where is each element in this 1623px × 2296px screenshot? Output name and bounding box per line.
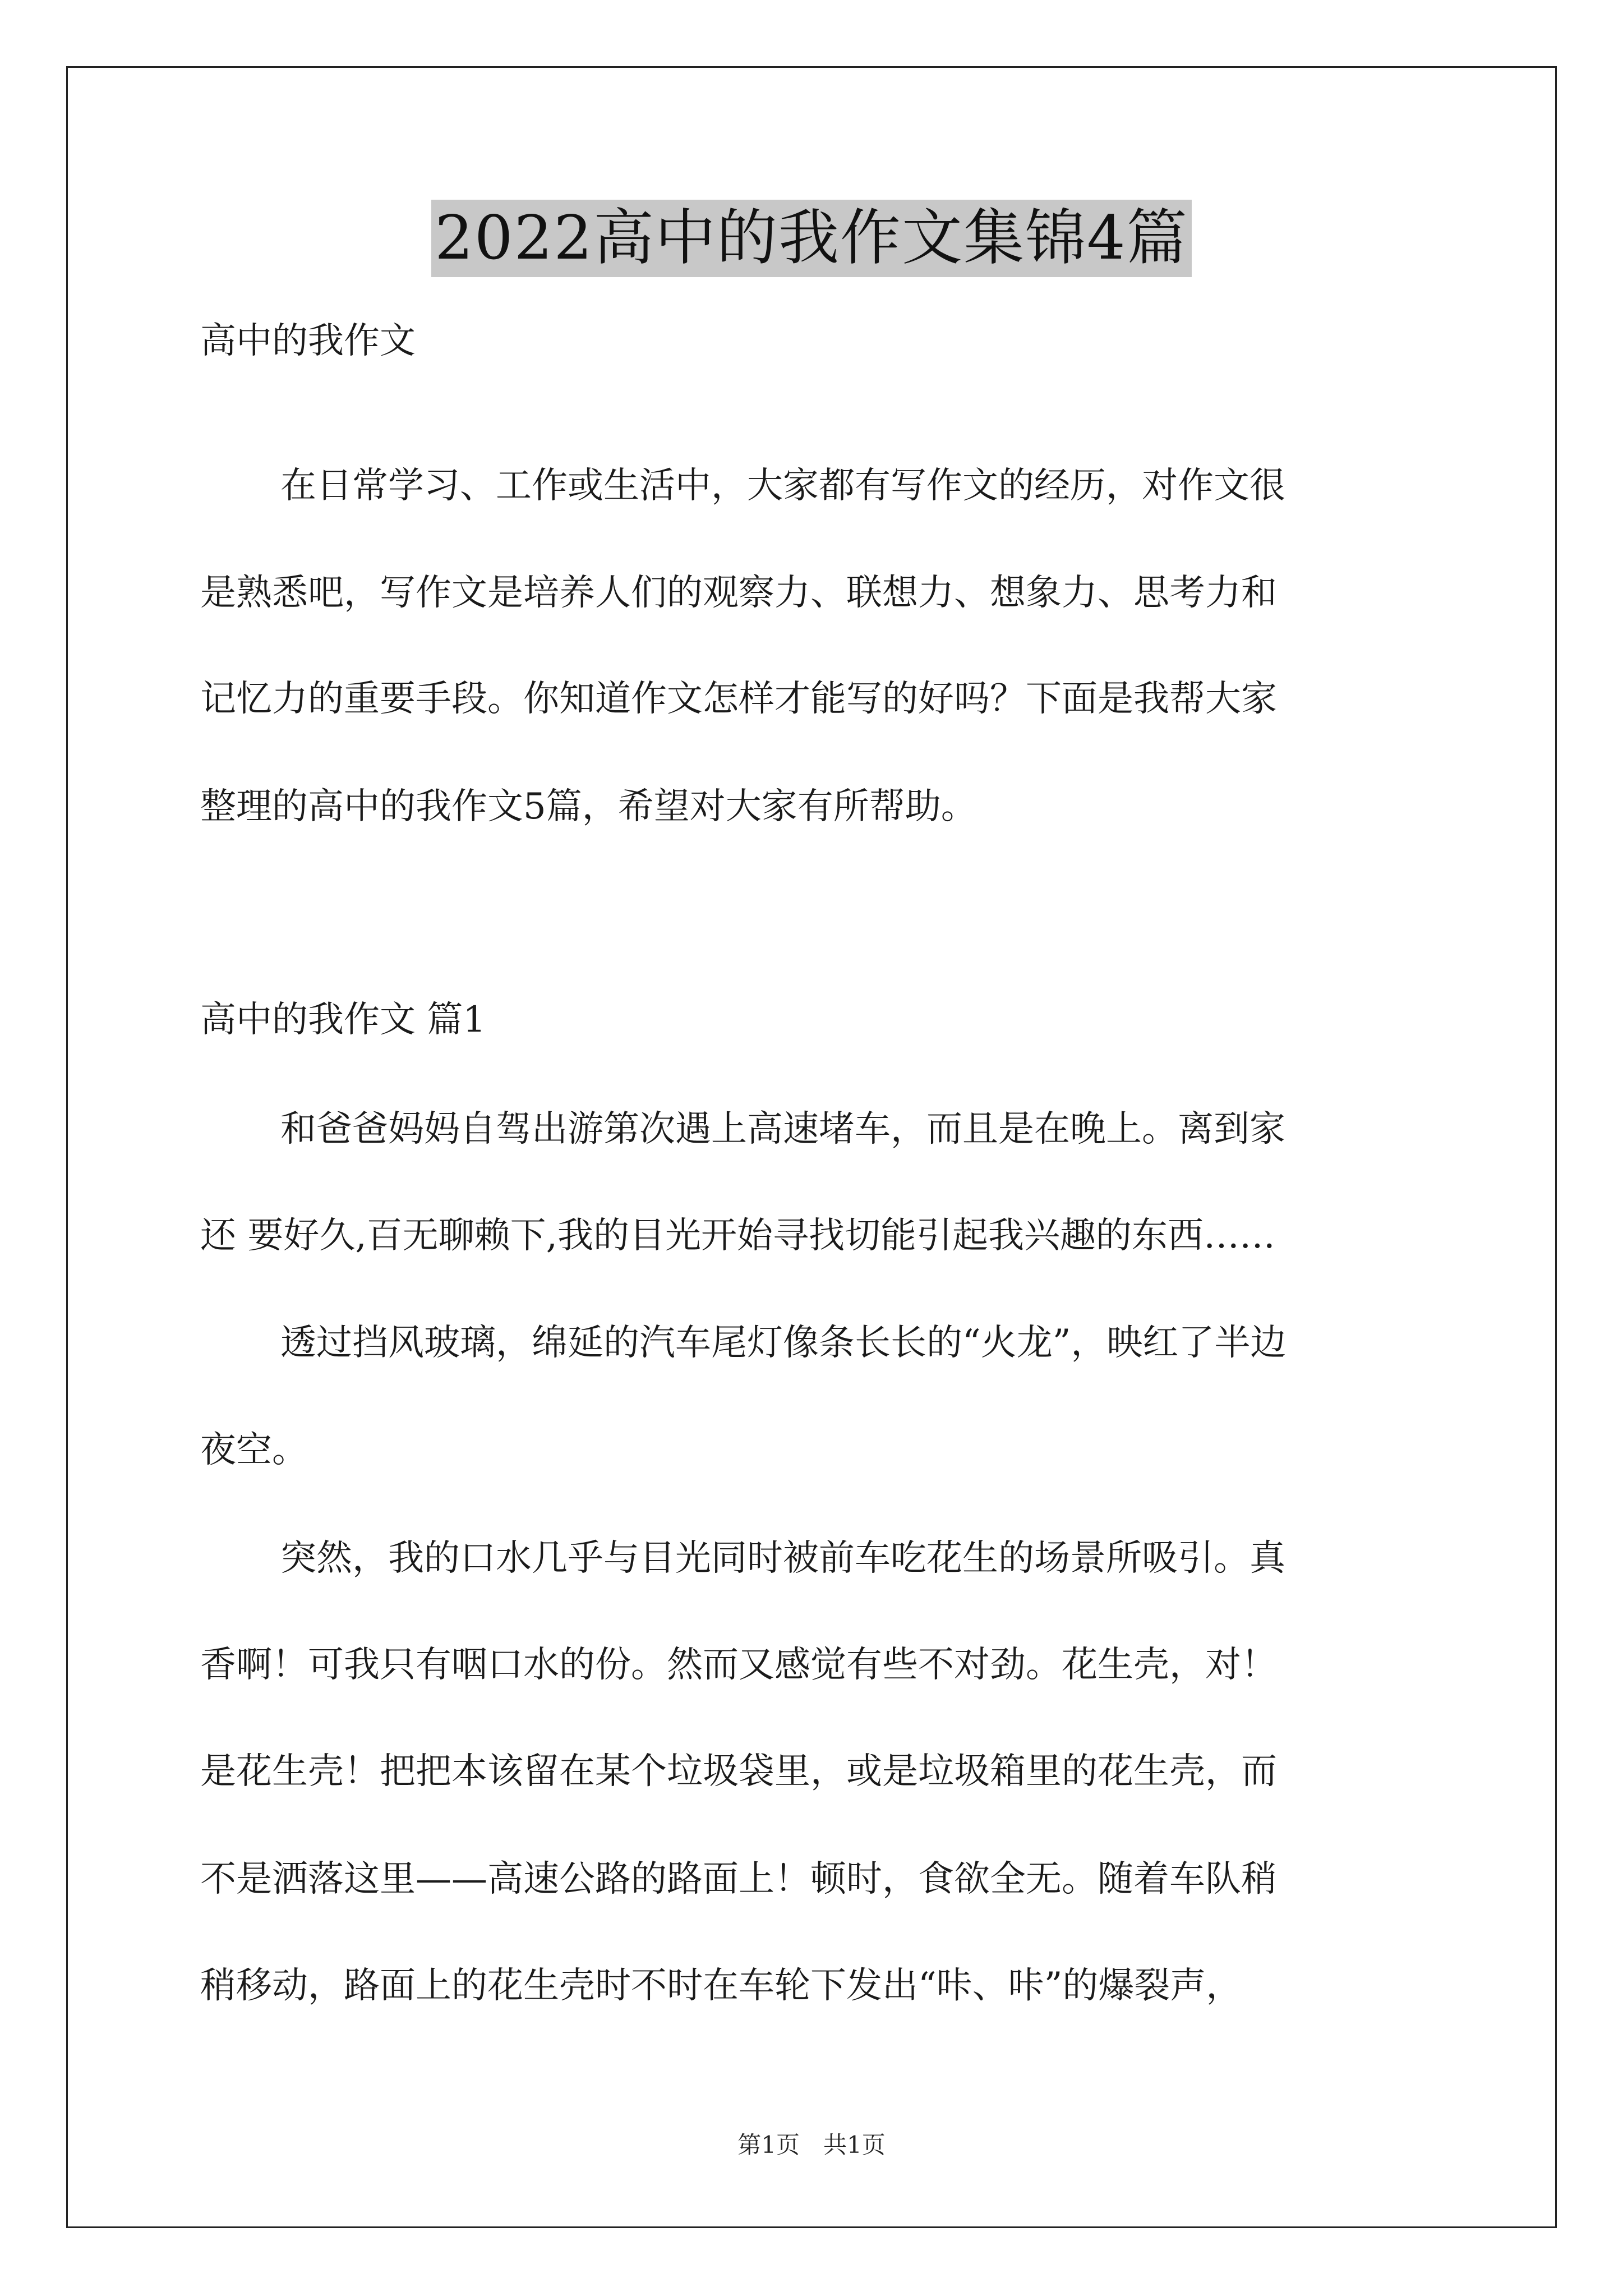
para2-line-1: 透过挡风玻璃，绵延的汽车尾灯像条长长的“火龙”，映红了半边	[280, 1322, 1287, 1364]
section1-heading: 高中的我作文 篇1	[200, 999, 486, 1041]
para3-line-4: 不是洒落这里——高速公路的路面上！顿时，食欲全无。随着车队稍	[200, 1858, 1277, 1900]
para2-line-2: 夜空。	[200, 1429, 308, 1471]
document-title: 2022高中的我作文集锦4篇	[431, 200, 1192, 277]
para3-line-3: 是花生壳！把把本该留在某个垃圾袋里，或是垃圾箱里的花生壳，而	[200, 1751, 1277, 1792]
para1-line-2: 还 要好久,百无聊赖下,我的目光开始寻找切能引起我兴趣的东西……	[200, 1215, 1276, 1257]
para3-line-1: 突然，我的口水几乎与目光同时被前车吃花生的场景所吸引。真	[280, 1538, 1285, 1579]
intro-line-2: 是熟悉吧，写作文是培养人们的观察力、联想力、想象力、思考力和	[200, 572, 1277, 614]
intro-line-1: 在日常学习、工作或生活中，大家都有写作文的经历，对作文很	[280, 465, 1285, 507]
para1-line-1: 和爸爸妈妈自驾出游第次遇上高速堵车，而且是在晚上。离到家	[280, 1108, 1285, 1150]
intro-line-4: 整理的高中的我作文5篇，希望对大家有所帮助。	[200, 786, 977, 827]
title-container	[0, 200, 1623, 277]
para3-line-2: 香啊！可我只有咽口水的份。然而又感觉有些不对劲。花生壳，对！	[200, 1644, 1277, 1686]
para3-line-5: 稍移动，路面上的花生壳时不时在车轮下发出“咔、咔”的爆裂声，	[200, 1965, 1242, 2007]
intro-heading: 高中的我作文	[200, 320, 416, 362]
page-footer: 第1页 共1页	[737, 2131, 886, 2159]
intro-line-3: 记忆力的重要手段。你知道作文怎样才能写的好吗？下面是我帮大家	[200, 678, 1277, 720]
